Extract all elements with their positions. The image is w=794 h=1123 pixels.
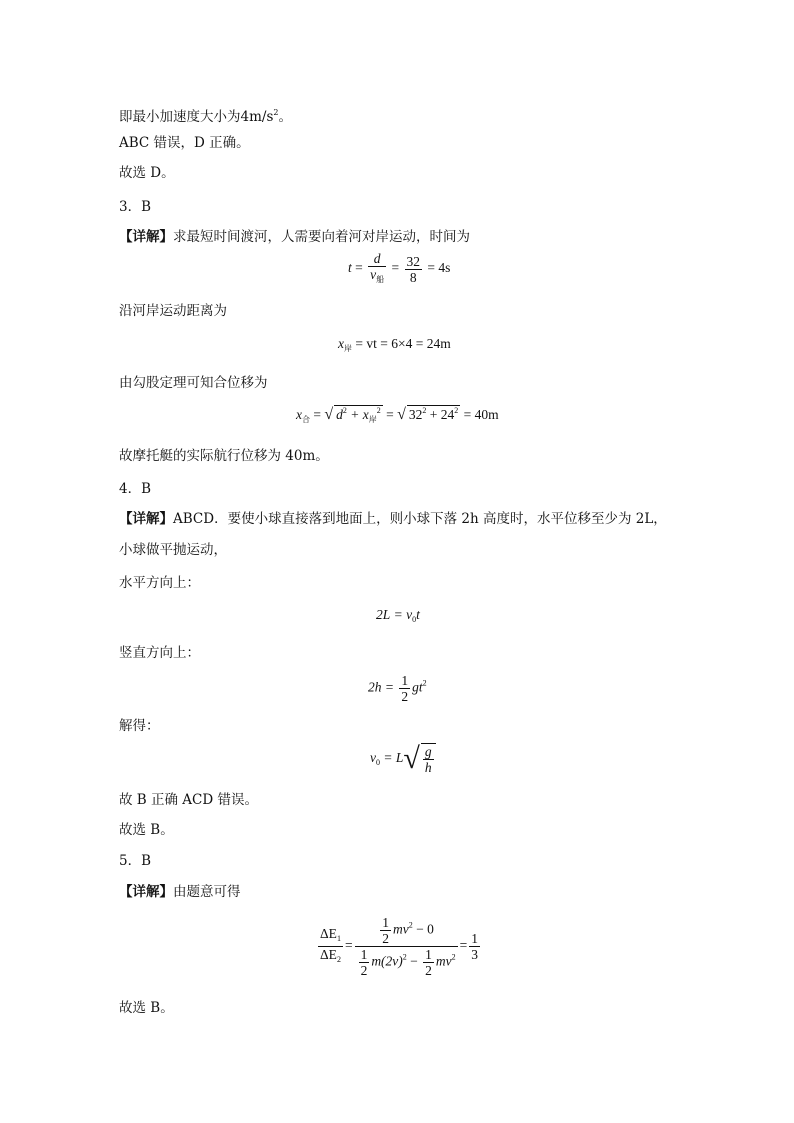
exponent: 2 bbox=[454, 406, 459, 415]
var-v: v bbox=[370, 267, 377, 282]
fraction bbox=[423, 744, 434, 775]
text-line: 由勾股定理可知合位移为 bbox=[119, 375, 268, 391]
text-line: 故 B 正确 ACD 错误。 bbox=[119, 792, 258, 808]
result: = 4s bbox=[427, 260, 451, 276]
radicand bbox=[421, 743, 436, 775]
numerator bbox=[355, 915, 458, 947]
numerator: d bbox=[368, 251, 386, 267]
equation-vertical bbox=[368, 673, 427, 704]
fraction bbox=[469, 931, 480, 962]
sqrt-icon: √ bbox=[397, 406, 406, 423]
exponent: 2 bbox=[273, 108, 279, 117]
equation-displacement bbox=[296, 405, 499, 425]
numerator: g bbox=[424, 744, 432, 759]
subscript: 合 bbox=[302, 415, 310, 424]
denominator: 3 bbox=[471, 947, 479, 962]
numerator bbox=[318, 926, 343, 947]
equals: = bbox=[355, 260, 363, 276]
text-line: 水平方向上： bbox=[119, 575, 200, 591]
denominator: 2 bbox=[382, 931, 390, 946]
subscript: 1 bbox=[336, 934, 341, 943]
text-line: 沿河岸运动距离为 bbox=[119, 303, 227, 319]
delta-e: ΔE bbox=[320, 926, 337, 941]
equation-horizontal bbox=[376, 607, 420, 624]
equation-distance bbox=[338, 336, 451, 354]
lhs: 2L bbox=[376, 607, 391, 622]
equation-time bbox=[348, 251, 450, 287]
text-punct: 。 bbox=[278, 109, 292, 125]
text-line bbox=[119, 227, 470, 247]
exponent: 2 bbox=[408, 920, 413, 930]
text-line: 故摩托艇的实际航行位移为 40m。 bbox=[119, 448, 329, 464]
var-t: t bbox=[348, 260, 352, 276]
numerator: 1 bbox=[360, 947, 368, 962]
detail-heading: 【详解】 bbox=[119, 511, 173, 527]
minus: − bbox=[406, 953, 422, 969]
rhs: gt bbox=[412, 679, 423, 695]
numerator: 1 bbox=[471, 931, 479, 946]
denominator: 8 bbox=[409, 269, 417, 285]
fraction bbox=[380, 915, 391, 946]
term: m(2v) bbox=[371, 953, 403, 969]
text-line: 竖直方向上： bbox=[119, 645, 200, 661]
text-line bbox=[119, 509, 667, 529]
term: 32 bbox=[408, 407, 423, 422]
text-line: ABC 错误，D 正确。 bbox=[119, 135, 250, 151]
fraction bbox=[399, 673, 410, 704]
fraction bbox=[318, 926, 343, 967]
term: mv bbox=[435, 953, 452, 969]
term: + x bbox=[346, 407, 369, 422]
numerator: 1 bbox=[401, 673, 409, 688]
denominator bbox=[318, 947, 343, 967]
term: mv bbox=[393, 921, 409, 937]
text-line: 故选 B。 bbox=[119, 822, 174, 838]
var-x: x bbox=[296, 407, 302, 422]
var-x: x bbox=[338, 336, 344, 351]
question-number: 4．B bbox=[119, 481, 152, 497]
denominator: 2 bbox=[401, 689, 409, 704]
equals: = bbox=[313, 407, 321, 422]
equals: = v bbox=[393, 607, 413, 622]
exponent: 2 bbox=[402, 952, 407, 962]
exponent: 2 bbox=[376, 406, 381, 415]
subscript: 船 bbox=[376, 275, 385, 284]
question-number: 3．B bbox=[119, 199, 152, 215]
equation-solution bbox=[370, 743, 436, 775]
equals: = L bbox=[383, 750, 404, 766]
delta-e: ΔE bbox=[320, 947, 337, 962]
fraction bbox=[423, 947, 434, 978]
question-number: 5．B bbox=[119, 853, 152, 869]
result: = vt = 6×4 = 24m bbox=[355, 336, 451, 351]
subscript: 岸 bbox=[368, 415, 377, 424]
detail-heading: 【详解】 bbox=[119, 884, 173, 900]
subscript: 0 bbox=[412, 615, 417, 624]
denominator: 2 bbox=[360, 963, 368, 978]
equals: = bbox=[386, 407, 394, 422]
numerator: 1 bbox=[425, 947, 432, 962]
text-line: 故选 D。 bbox=[119, 165, 175, 181]
lhs: 2h = bbox=[368, 679, 394, 695]
fraction bbox=[368, 251, 386, 287]
exponent: 2 bbox=[422, 406, 427, 415]
denominator bbox=[368, 267, 386, 287]
exponent: 2 bbox=[422, 678, 427, 688]
subscript: 岸 bbox=[344, 344, 352, 353]
var-d: d bbox=[336, 407, 343, 422]
radicand bbox=[407, 405, 460, 423]
subscript: 2 bbox=[336, 955, 341, 964]
text-line bbox=[119, 882, 241, 902]
text-line: 解得： bbox=[119, 718, 160, 734]
equals: = bbox=[391, 260, 400, 276]
result: = 40m bbox=[463, 407, 499, 422]
term: − 0 bbox=[412, 921, 434, 937]
term: + 24 bbox=[426, 407, 455, 422]
exponent: 2 bbox=[342, 406, 347, 415]
numerator: 32 bbox=[406, 253, 421, 269]
fraction bbox=[359, 947, 370, 978]
text-min-accel: 即最小加速度大小为4m/s bbox=[119, 109, 274, 125]
fraction bbox=[405, 254, 423, 285]
text-line bbox=[119, 103, 292, 127]
detail-text: ABCD．要使小球直接落到地面上，则小球下落 2h 高度时，水平位移至少为 2L， bbox=[173, 511, 667, 527]
equals: = bbox=[459, 937, 468, 953]
denominator bbox=[355, 947, 458, 978]
rhs: t bbox=[416, 607, 420, 622]
equation-energy-ratio bbox=[316, 915, 482, 978]
equals: = bbox=[344, 937, 353, 953]
denominator: 2 bbox=[425, 963, 432, 978]
fraction bbox=[355, 915, 458, 978]
exponent: 2 bbox=[451, 952, 456, 962]
sqrt-icon: √ bbox=[403, 742, 420, 775]
detail-heading: 【详解】 bbox=[119, 229, 173, 245]
denominator: h bbox=[424, 760, 432, 775]
detail-text: 求最短时间渡河，人需要向着河对岸运动，时间为 bbox=[173, 229, 470, 245]
sqrt-icon: √ bbox=[324, 406, 334, 423]
detail-text: 由题意可得 bbox=[173, 884, 241, 900]
text-line: 故选 B。 bbox=[119, 1000, 174, 1016]
radicand bbox=[334, 405, 383, 425]
subscript: 0 bbox=[376, 758, 380, 768]
var-v: v bbox=[370, 750, 376, 766]
text-line: 小球做平抛运动， bbox=[119, 542, 227, 558]
numerator: 1 bbox=[382, 915, 390, 930]
